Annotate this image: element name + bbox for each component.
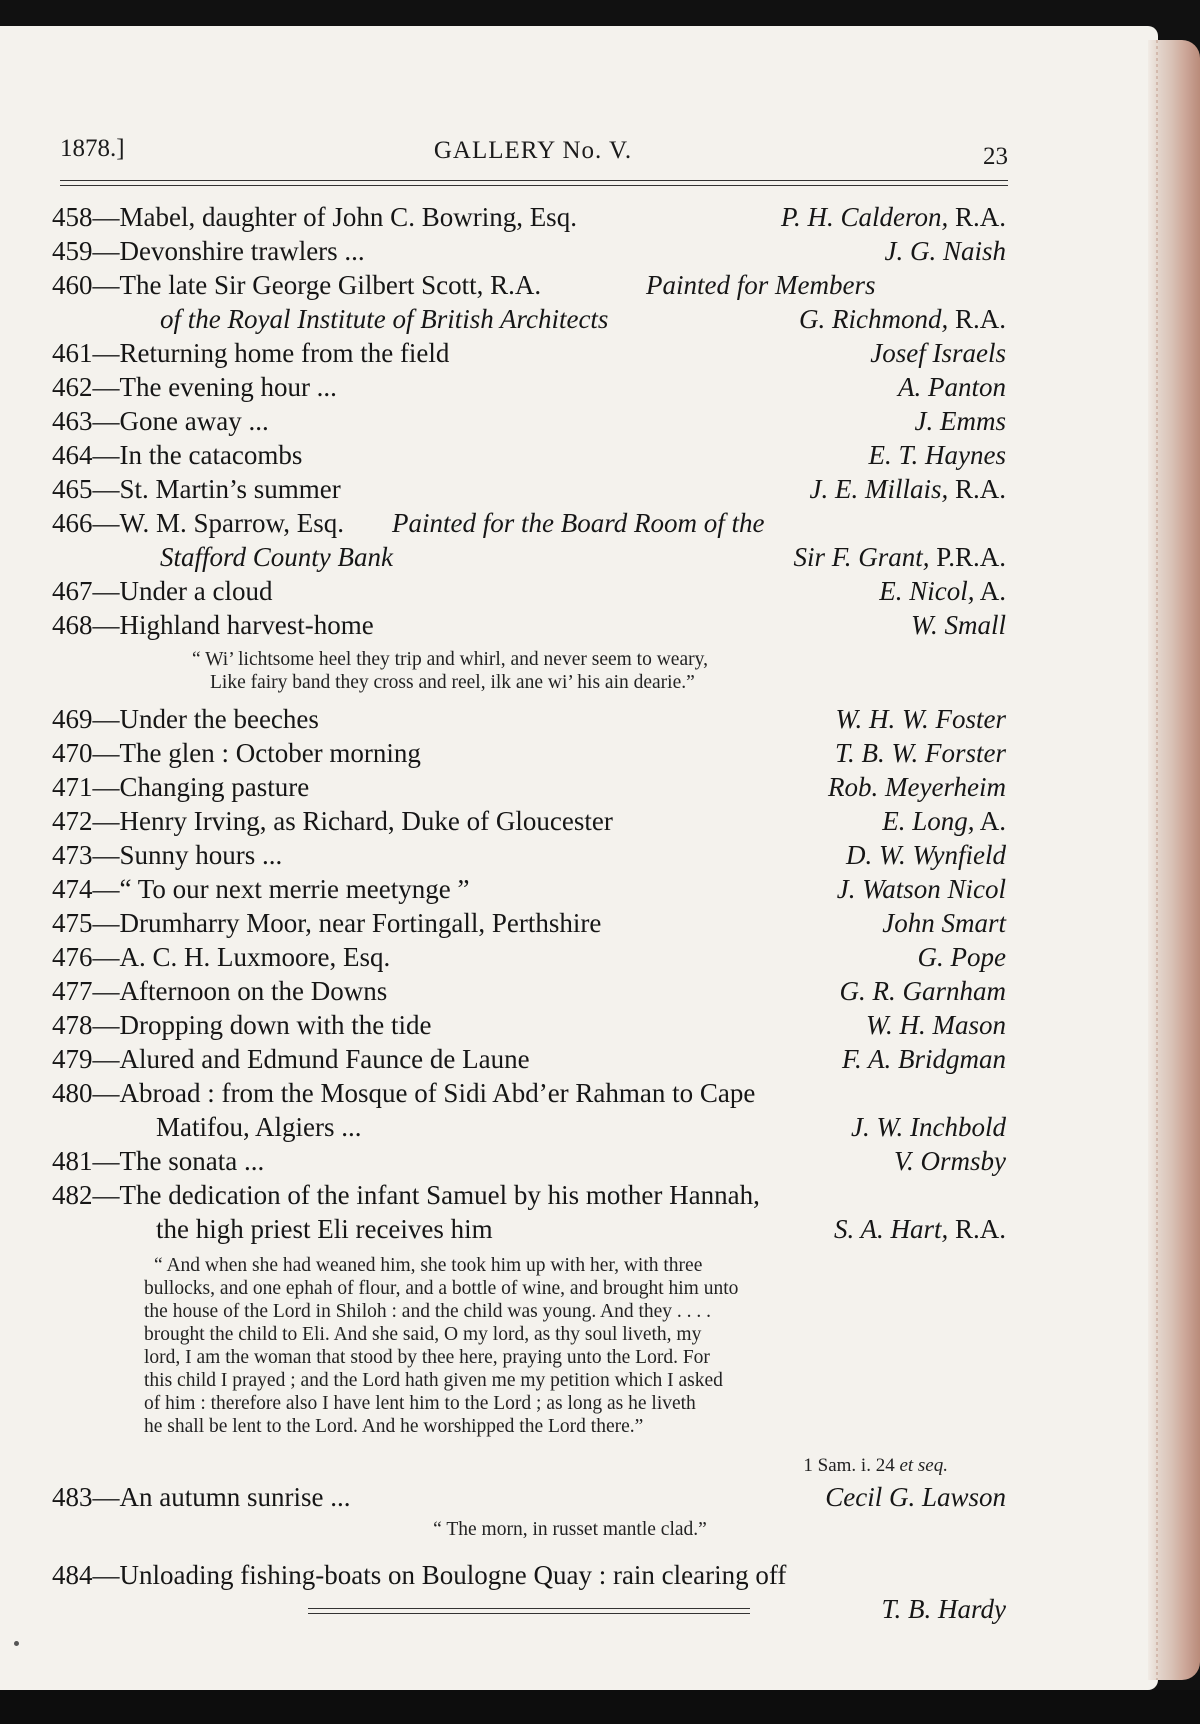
artist-name: E. T. Haynes bbox=[868, 440, 1006, 470]
entry-title: 458—Mabel, daughter of John C. Bowring, Esq. bbox=[52, 202, 577, 232]
entry-artist bbox=[918, 940, 1006, 974]
entry-artist bbox=[842, 1042, 1006, 1076]
artist-name: A. Panton bbox=[898, 372, 1006, 402]
page-speck bbox=[14, 1641, 19, 1646]
catalogue-entry bbox=[52, 370, 1008, 404]
quote-line: of him : therefore also I have lent him to the Lord ; as long as he liveth bbox=[144, 1393, 696, 1414]
artist-name: J. Emms bbox=[914, 406, 1006, 436]
catalogue-entry bbox=[52, 940, 1008, 974]
entry-artist bbox=[882, 906, 1006, 940]
continuation-text: the high priest Eli receives him bbox=[156, 1214, 493, 1244]
entry-title: 484—Unloading fishing-boats on Boulogne Quay : rain clearing off bbox=[52, 1560, 787, 1590]
entry-artist bbox=[835, 702, 1006, 736]
header-rule-2 bbox=[60, 185, 1008, 186]
catalogue-entry bbox=[52, 770, 1008, 804]
artist-name: T. B. Hardy bbox=[881, 1594, 1006, 1624]
entry-title: 478—Dropping down with the tide bbox=[52, 1010, 432, 1040]
catalogue-entry bbox=[52, 1480, 1008, 1514]
quote-line: Like fairy band they cross and reel, ilk ane wi’ his ain dearie.” bbox=[210, 672, 695, 693]
artist-name: J. W. Inchbold bbox=[851, 1112, 1006, 1142]
entry-title: 475—Drumharry Moor, near Fortingall, Perthshire bbox=[52, 908, 602, 938]
continuation-text: of the Royal Institute of British Architects bbox=[160, 304, 609, 334]
page-edge bbox=[1148, 40, 1200, 1680]
header-title: GALLERY No. V. bbox=[433, 137, 633, 164]
entry-note: Painted for Members bbox=[646, 270, 876, 300]
verse-quote-483: “ The morn, in russet mantle clad.” bbox=[433, 1519, 707, 1540]
entry-artist bbox=[840, 974, 1007, 1008]
entry-artist bbox=[898, 370, 1006, 404]
entry-artist bbox=[911, 608, 1006, 642]
artist-honour: A. bbox=[974, 806, 1006, 836]
catalogue-entry bbox=[52, 736, 1008, 770]
quote-line: lord, I am the woman that stood by thee here, praying unto the Lord. For bbox=[144, 1347, 710, 1368]
entry-title: 462—The evening hour ... bbox=[52, 372, 337, 402]
artist-honour: R.A. bbox=[948, 474, 1006, 504]
entry-title: 479—Alured and Edmund Faunce de Laune bbox=[52, 1044, 530, 1074]
entry-artist bbox=[870, 336, 1006, 370]
artist-honour: R.A. bbox=[948, 202, 1006, 232]
end-rule bbox=[308, 1608, 750, 1609]
quote-line: the house of the Lord in Shiloh : and the child was young. And they . . . . bbox=[144, 1301, 712, 1322]
entry-continuation bbox=[52, 540, 1008, 574]
artist-name: P. H. Calderon, bbox=[780, 202, 949, 232]
catalogue-entry bbox=[52, 1076, 1008, 1110]
artist-name: Cecil G. Lawson bbox=[825, 1482, 1006, 1512]
catalogue-entry bbox=[52, 438, 1008, 472]
catalogue-entry bbox=[52, 702, 1008, 736]
artist-name: John Smart bbox=[882, 908, 1006, 938]
verse-quote-468 bbox=[52, 642, 1008, 702]
artist-name: W. Small bbox=[910, 610, 1006, 640]
entry-artist bbox=[846, 838, 1006, 872]
artist-honour: P.R.A. bbox=[929, 542, 1006, 572]
running-header bbox=[58, 135, 1008, 175]
entry-title: 470—The glen : October morning bbox=[52, 738, 421, 768]
header-rule bbox=[60, 180, 1008, 181]
artist-name: D. W. Wynfield bbox=[846, 840, 1006, 870]
artist-name: E. Nicol, bbox=[879, 576, 975, 606]
catalogue-entry bbox=[52, 608, 1008, 642]
entry-continuation bbox=[52, 1110, 1008, 1144]
entry-artist bbox=[866, 1008, 1006, 1042]
entry-title: 474—“ To our next merrie meetynge ” bbox=[52, 874, 470, 904]
entry-title: 466—W. M. Sparrow, Esq. bbox=[52, 508, 344, 538]
artist-name: E. Long, bbox=[882, 806, 975, 836]
entry-title: 467—Under a cloud bbox=[52, 576, 273, 606]
entry-artist bbox=[834, 1212, 1006, 1246]
artist-honour: R.A. bbox=[948, 304, 1006, 334]
bottom-border bbox=[0, 1690, 1200, 1724]
catalogue-entry bbox=[52, 974, 1008, 1008]
entry-title: 463—Gone away ... bbox=[52, 406, 269, 436]
entry-title: 459—Devonshire trawlers ... bbox=[52, 236, 365, 266]
catalogue-entry bbox=[52, 404, 1008, 438]
artist-name: J. G. Naish bbox=[884, 236, 1006, 266]
catalogue-entry bbox=[52, 472, 1008, 506]
entry-artist bbox=[885, 234, 1007, 268]
entry-title: 464—In the catacombs bbox=[52, 440, 303, 470]
catalogue-entry bbox=[52, 1178, 1008, 1212]
entry-title: 465—St. Martin’s summer bbox=[52, 474, 341, 504]
catalogue-entry bbox=[52, 838, 1008, 872]
continuation-text: Matifou, Algiers ... bbox=[156, 1112, 362, 1142]
entry-artist bbox=[882, 804, 1006, 838]
continuation-text: Stafford County Bank bbox=[160, 542, 393, 572]
quote-line: “ Wi’ lichtsome heel they trip and whirl, and never seem to weary, bbox=[192, 649, 708, 670]
catalogue-entry bbox=[52, 804, 1008, 838]
reference-suffix: et seq. bbox=[899, 1455, 948, 1476]
page-number: 23 bbox=[983, 143, 1008, 170]
artist-name: Josef Israels bbox=[870, 338, 1006, 368]
quote-line: brought the child to Eli. And she said, O my lord, as thy soul liveth, my bbox=[144, 1324, 702, 1345]
entry-artist bbox=[851, 1110, 1006, 1144]
quote-line: this child I prayed ; and the Lord hath given me my petition which I asked bbox=[144, 1370, 723, 1391]
entry-title: 473—Sunny hours ... bbox=[52, 840, 283, 870]
entry-artist bbox=[828, 770, 1006, 804]
catalogue-entry bbox=[52, 234, 1008, 268]
catalogue-entry bbox=[52, 1042, 1008, 1076]
entry-continuation bbox=[52, 302, 1008, 336]
header-year: 1878.] bbox=[60, 135, 125, 162]
entry-artist bbox=[869, 438, 1006, 472]
entry-title: 483—An autumn sunrise ... bbox=[52, 1482, 351, 1512]
entry-title: 481—The sonata ... bbox=[52, 1146, 265, 1176]
artist-name: G. Pope bbox=[917, 942, 1006, 972]
artist-name: W. H. Mason bbox=[865, 1010, 1006, 1040]
catalogue-entry bbox=[52, 200, 1008, 234]
entry-artist bbox=[825, 1480, 1006, 1514]
entry-artist bbox=[915, 404, 1006, 438]
entry-continuation bbox=[52, 1212, 1008, 1246]
quote-line: bullocks, and one ephah of flour, and a bottle of wine, and brought him unto bbox=[144, 1278, 739, 1299]
artist-name: Sir F. Grant, bbox=[793, 542, 930, 572]
artist-name: Rob. Meyerheim bbox=[828, 772, 1006, 802]
entry-artist bbox=[835, 736, 1006, 770]
entry-title: 477—Afternoon on the Downs bbox=[52, 976, 388, 1006]
catalogue-entry bbox=[52, 1558, 1008, 1592]
artist-name: G. Richmond, bbox=[799, 304, 949, 334]
entry-title: 476—A. C. H. Luxmoore, Esq. bbox=[52, 942, 391, 972]
catalogue-entry bbox=[52, 506, 1008, 540]
quote-line: “ And when she had weaned him, she took him up with her, with three bbox=[154, 1255, 703, 1276]
artist-name: G. R. Garnham bbox=[839, 976, 1006, 1006]
artist-name: T. B. W. Forster bbox=[834, 738, 1006, 768]
entry-title: 468—Highland harvest-home bbox=[52, 610, 374, 640]
catalogue-entry bbox=[52, 906, 1008, 940]
artist-name: W. H. W. Foster bbox=[835, 704, 1006, 734]
entry-title: 461—Returning home from the field bbox=[52, 338, 450, 368]
scripture-quote-482 bbox=[52, 1246, 964, 1454]
catalogue-entry bbox=[52, 268, 1008, 302]
quote-line: he shall be lent to the Lord. And he worshipped the Lord there.” bbox=[144, 1416, 644, 1437]
catalogue-entry bbox=[52, 1008, 1008, 1042]
entry-artist bbox=[781, 200, 1006, 234]
catalogue-entry bbox=[52, 1144, 1008, 1178]
catalogue-entry bbox=[52, 574, 1008, 608]
artist-honour: R.A. bbox=[948, 1214, 1006, 1244]
artist-name: F. A. Bridgman bbox=[841, 1044, 1006, 1074]
entry-title: 471—Changing pasture bbox=[52, 772, 310, 802]
entry-note: Painted for the Board Room of the bbox=[392, 508, 765, 538]
catalogue-entry bbox=[52, 336, 1008, 370]
entry-artist-line bbox=[52, 1592, 1008, 1626]
end-rule-2 bbox=[308, 1613, 750, 1614]
entry-artist bbox=[882, 1592, 1007, 1626]
entry-title: 469—Under the beeches bbox=[52, 704, 319, 734]
artist-name: J. E. Millais, bbox=[809, 474, 949, 504]
entry-artist bbox=[894, 1144, 1006, 1178]
reference-text: 1 Sam. i. 24 bbox=[803, 1455, 900, 1476]
entry-artist bbox=[810, 472, 1007, 506]
artist-name: S. A. Hart, bbox=[833, 1214, 949, 1244]
entry-title: 480—Abroad : from the Mosque of Sidi Abd’er Rahman to Cape bbox=[52, 1078, 756, 1108]
entry-title: 472—Henry Irving, as Richard, Duke of Gloucester bbox=[52, 806, 613, 836]
artist-name: V. Ormsby bbox=[893, 1146, 1006, 1176]
entry-artist bbox=[793, 540, 1006, 574]
entry-title: 460—The late Sir George Gilbert Scott, R.A. bbox=[52, 270, 542, 300]
artist-honour: A. bbox=[974, 576, 1006, 606]
artist-name: J. Watson Nicol bbox=[836, 874, 1006, 904]
entry-artist bbox=[879, 574, 1006, 608]
entry-artist bbox=[837, 872, 1006, 906]
catalogue-entries bbox=[52, 200, 1008, 1626]
entry-artist bbox=[799, 302, 1006, 336]
catalogue-entry bbox=[52, 872, 1008, 906]
entry-title: 482—The dedication of the infant Samuel by his mother Hannah, bbox=[52, 1180, 760, 1210]
scripture-reference bbox=[52, 1454, 1008, 1480]
